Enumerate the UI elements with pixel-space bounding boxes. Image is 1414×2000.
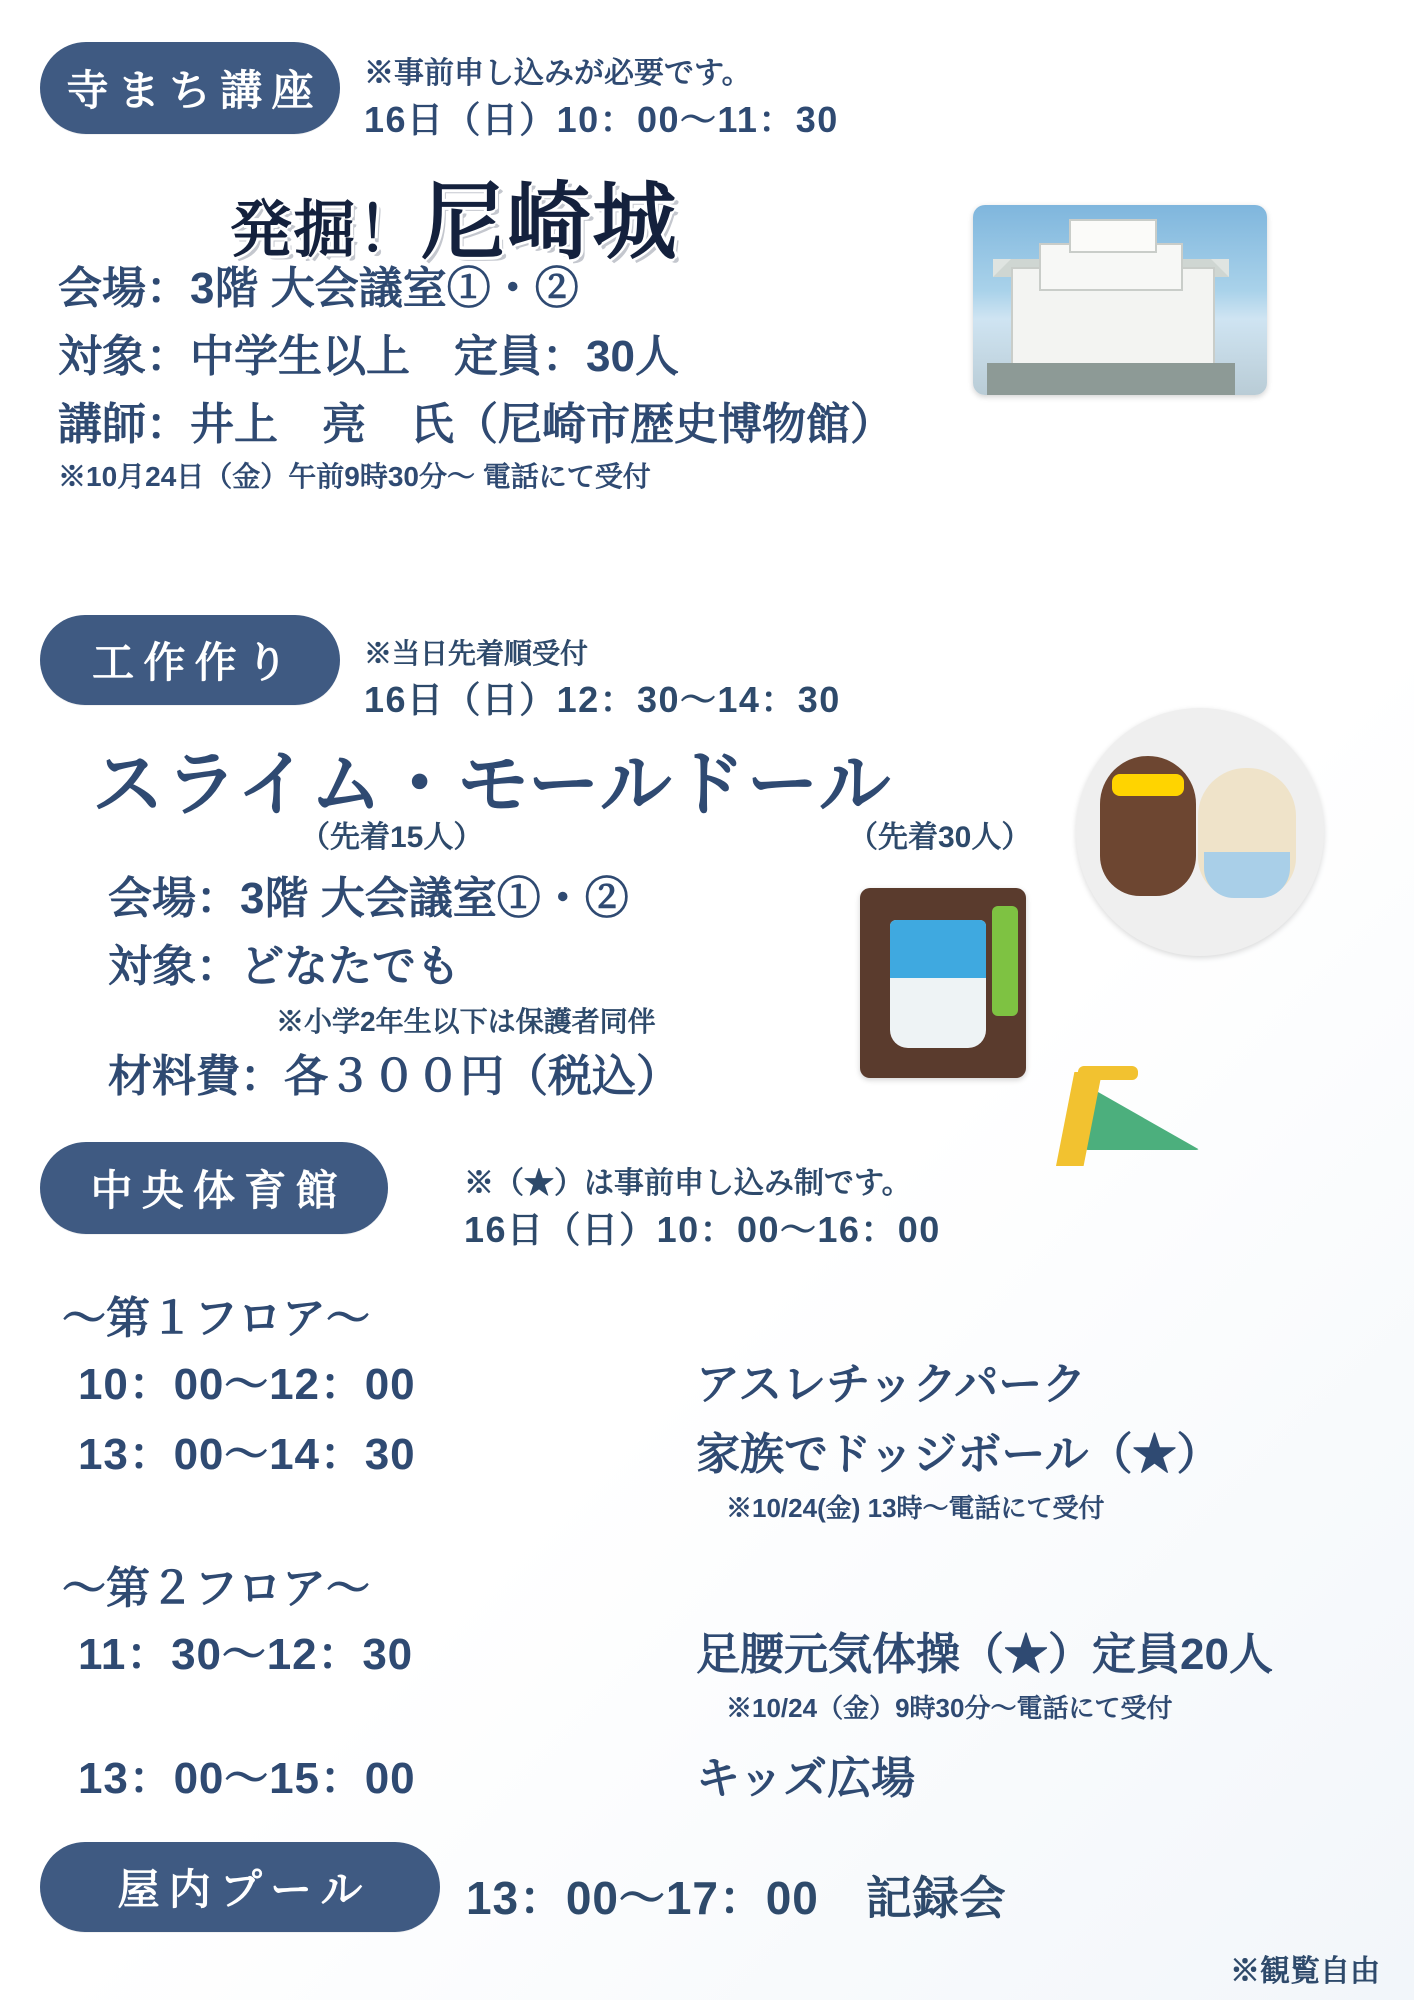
craft-capacity-molldoll: （先着30人）	[848, 821, 1032, 854]
castle-tier3-shape	[1069, 219, 1157, 253]
slime-blue-shape	[890, 920, 986, 978]
lecture-title-main: 尼崎城	[421, 175, 679, 269]
badge-indoor-pool: 屋内プール	[40, 1842, 440, 1932]
gym-floor2-row1-sub: ※10/24（金）9時30分〜電話にて受付	[726, 1693, 1173, 1723]
slide-handrail-shape	[1078, 1066, 1138, 1080]
gym-floor1-row2-time: 13：00〜14：30	[78, 1430, 416, 1479]
gym-floor1-row1-time: 10：00〜12：00	[78, 1360, 416, 1409]
craft-target: 対象：どなたでも	[108, 942, 460, 991]
castle-photo	[973, 205, 1267, 395]
castle-stonewall-shape	[987, 363, 1235, 395]
gym-floor1-row2-label: 家族でドッジボール（★）	[696, 1430, 1221, 1479]
gym-floor2-heading: 〜第２フロア〜	[62, 1564, 370, 1613]
mall-doll-photo	[1076, 708, 1324, 956]
craft-footnote: ※小学2年生以下は保護者同伴	[276, 1006, 656, 1037]
lecture-target: 対象：中学生以上 定員：30人	[58, 332, 679, 381]
lecture-reservation-note: ※事前申し込みが必要です。	[364, 57, 752, 90]
badge-terimachi-lecture: 寺まち講座	[40, 42, 340, 134]
gym-reservation-note: ※（★）は事前申し込み制です。	[464, 1167, 912, 1200]
gym-floor2-row2-label: キッズ広場	[696, 1754, 916, 1803]
gym-floor1-row1-label: アスレチックパーク	[696, 1360, 1087, 1409]
slide-illustration	[1048, 1058, 1212, 1176]
pool-time: 13：00〜17：00 記録会	[466, 1872, 1007, 1924]
brown-doll-shape	[1100, 756, 1196, 896]
gym-time: 16日（日）10：00〜16：00	[464, 1209, 941, 1250]
badge-central-gymnasium: 中央体育館	[40, 1142, 388, 1234]
craft-capacity-slime: （先着15人）	[300, 821, 484, 854]
gym-floor2-row2-time: 13：00〜15：00	[78, 1754, 416, 1803]
craft-reception-note: ※当日先着順受付	[364, 638, 589, 669]
cream-doll-shape	[1198, 768, 1296, 898]
craft-title: スライム・モールドール	[92, 745, 892, 825]
lecture-title-prefix: 発掘！	[230, 196, 422, 265]
slime-spoon-shape	[992, 906, 1018, 1016]
lecture-time: 16日（日）10：00〜11：30	[364, 99, 839, 140]
gym-floor2-row1-time: 11：30〜12：30	[78, 1630, 414, 1679]
gym-floor2-row1-label: 足腰元気体操（★）定員20人	[696, 1630, 1273, 1679]
craft-fee: 材料費：各３００円（税込）	[108, 1052, 680, 1101]
lecture-venue: 会場：3階 大会議室①・②	[58, 264, 579, 313]
lecture-footnote: ※10月24日（金）午前9時30分〜 電話にて受付	[58, 461, 651, 492]
slide-ramp-shape	[1084, 1084, 1200, 1150]
pool-note: ※観覧自由	[1230, 1955, 1380, 1988]
slime-cup-shape	[890, 920, 986, 1048]
lecture-teacher: 講師：井上 亮 氏（尼崎市歴史博物館）	[58, 400, 894, 449]
craft-venue: 会場：3階 大会議室①・②	[108, 874, 629, 923]
gym-floor1-row2-sub: ※10/24(金) 13時〜電話にて受付	[726, 1493, 1105, 1523]
gym-floor1-heading: 〜第１フロア〜	[62, 1294, 370, 1343]
slime-photo	[860, 888, 1026, 1078]
badge-craft-making: 工作作り	[40, 615, 340, 705]
craft-time: 16日（日）12：30〜14：30	[364, 679, 841, 720]
